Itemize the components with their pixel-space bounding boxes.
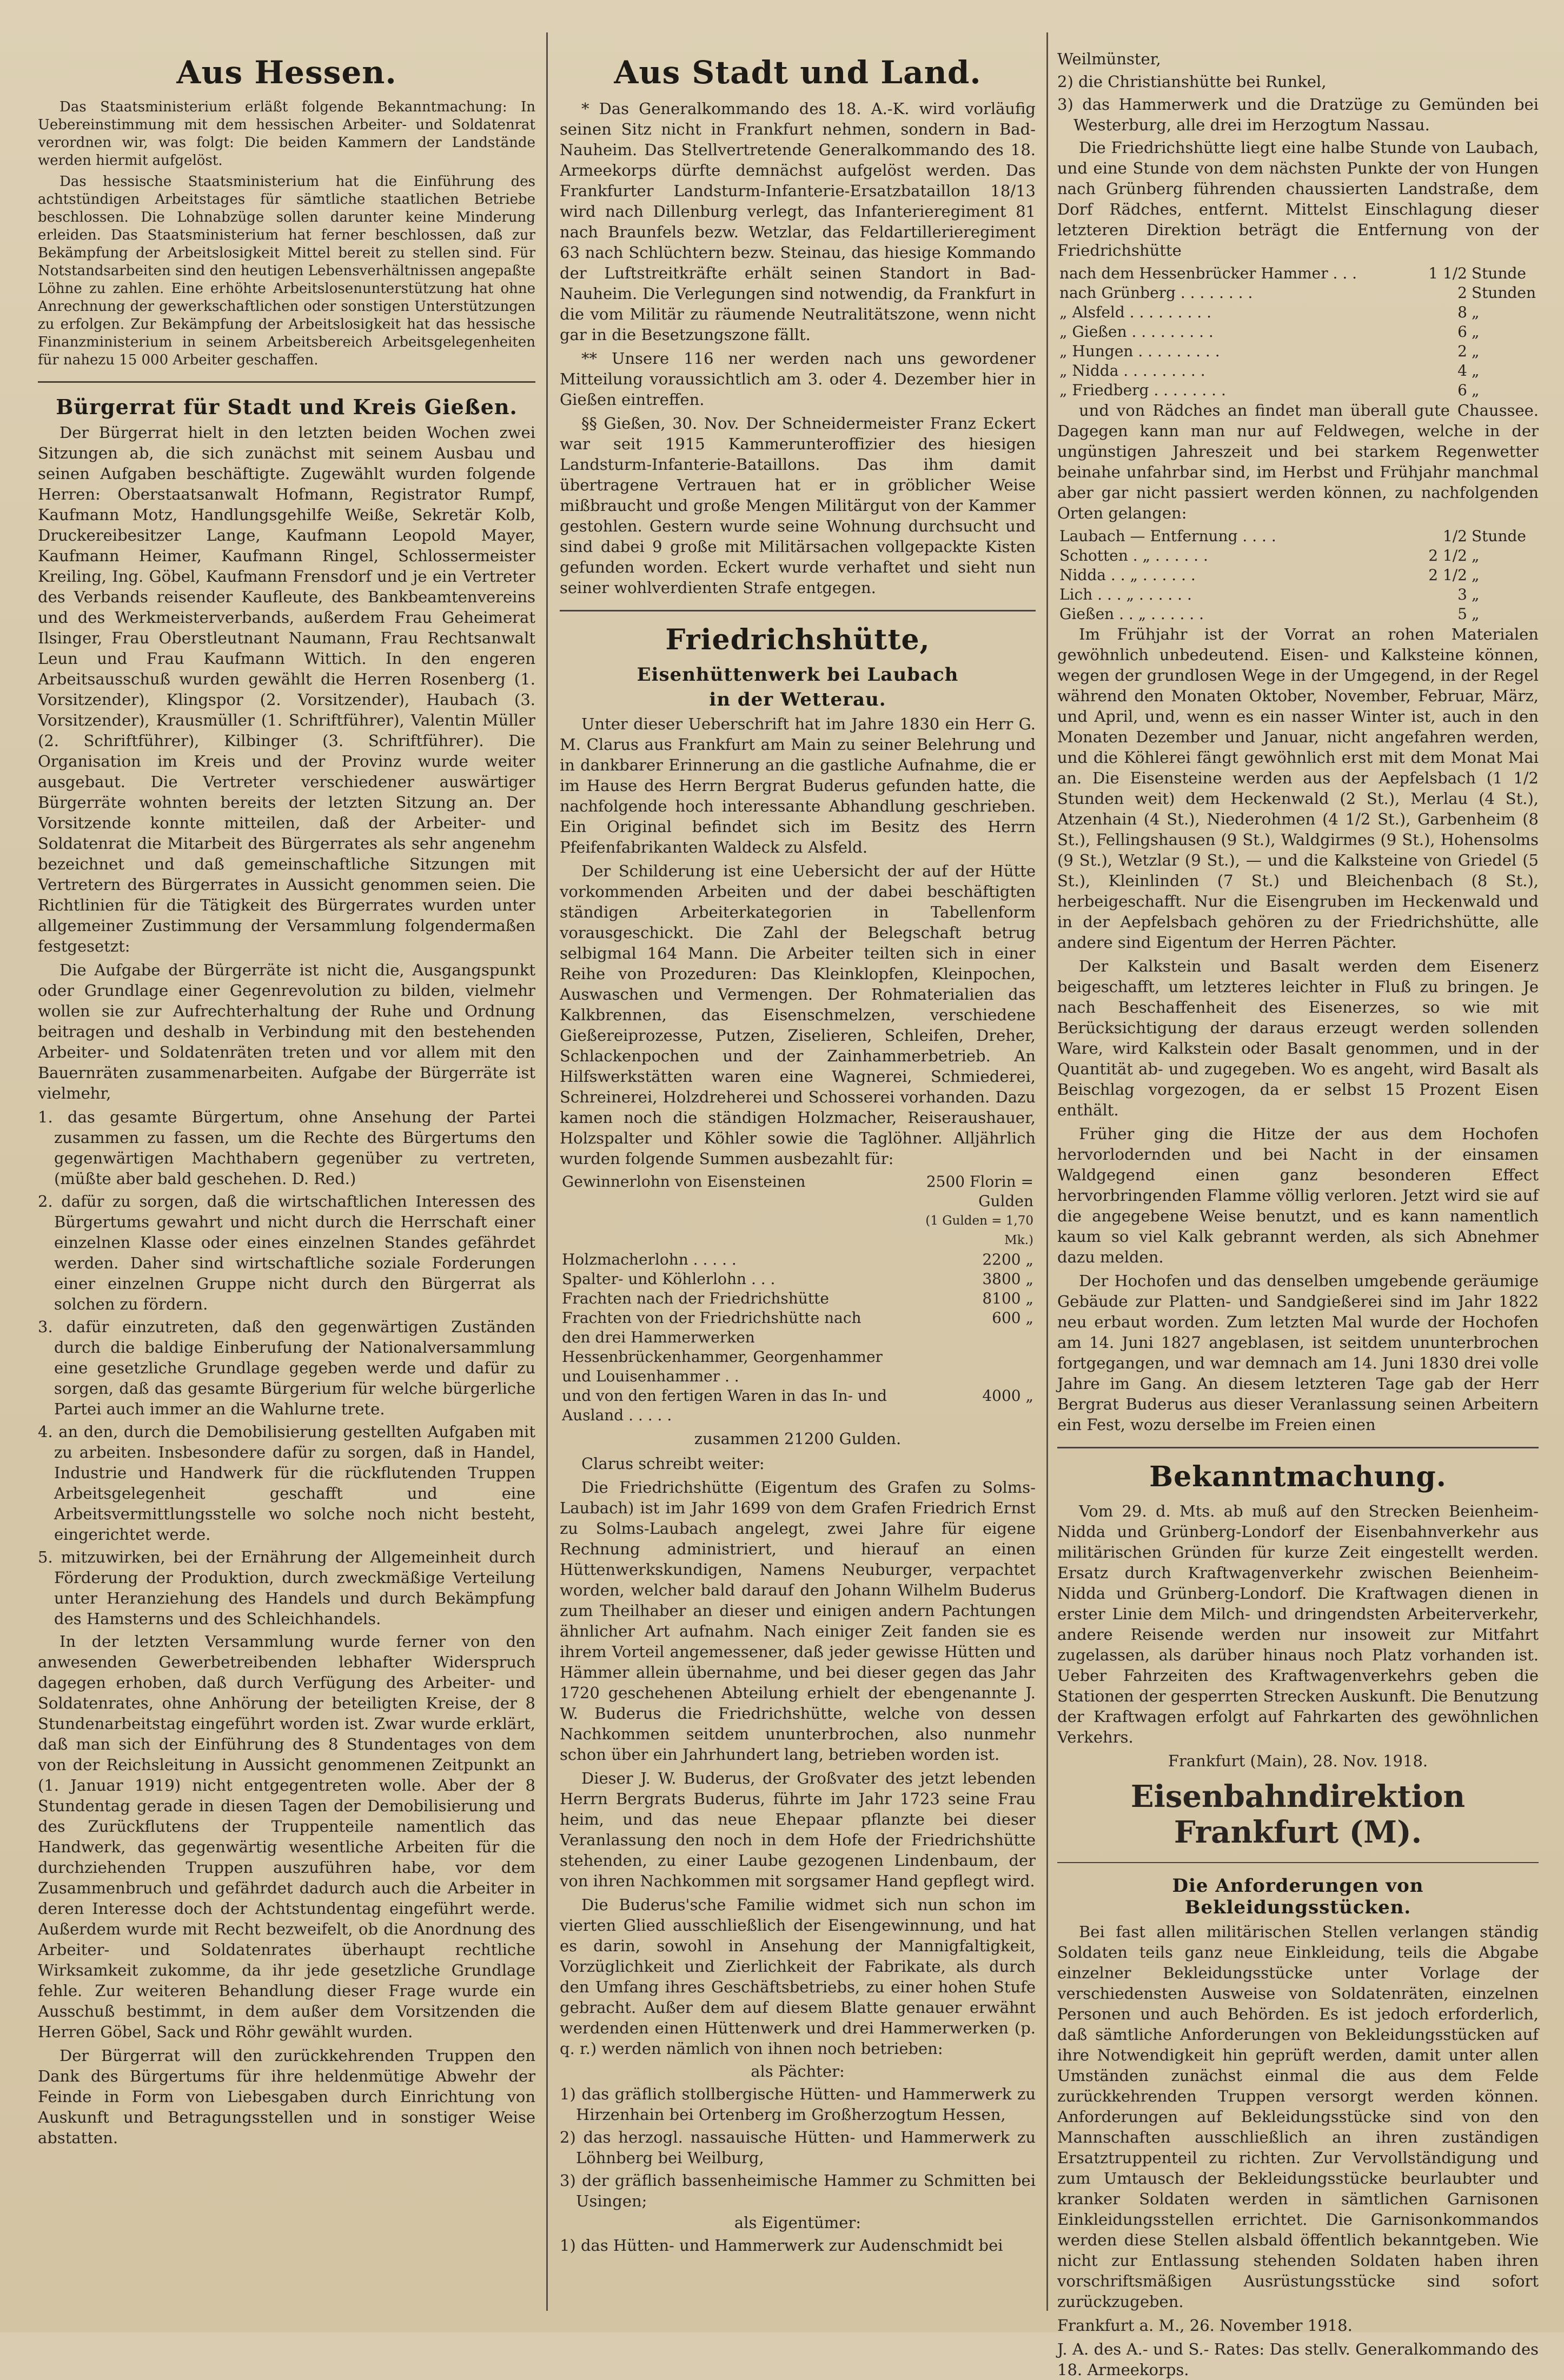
table-row — [1057, 342, 1539, 361]
stadtland-title: Aus Stadt und Land. — [614, 54, 982, 91]
distance-value: 8 — [1457, 303, 1467, 321]
table-row — [560, 1269, 1036, 1289]
friedrich-subtitle: in der Wetterau. — [709, 689, 886, 710]
bekanntmachung-signature: Eisenbahndirektion Frankfurt (M). — [1130, 1779, 1466, 1850]
buergerrat-paragraph: Der Bürgerrat hielt in den letzten beiden Wochen zwei Sitzungen ab, die sich zunächst mit seinem Ausbau und seinen Aufgaben beschäftigte. Zugewählt wurden folgende Herren: Oberstaatsanwalt Hofmann, Registrator Rumpf, Kaufmann Motz, Handlungsgehilfe Weiße, Sekretär Kolb, Druckereibesitzer Lange, Kaufmann Leopold Mayer, Kaufmann Heimer, Kaufmann Ringel, Schlossermeister Kreiling, Ing. Göbel, Kaufmann Frensdorf und je ein Vertreter des Verbands reisender Kaufleute, des Bankbeamtenvereins und des Werkmeisterverbands, außerdem Frau Geheimerat Ilsinger, Frau Oberstleutnant Naumann, Frau Rechtsanwalt Leun und Frau Kaufmann Wittich. In den engeren Arbeitsausschuß wurden gewählt die Herren Rosenberg (1. Vorsitzender), Klingspor (2. Vorsitzender), Haubach (3. Vorsitzender), Krausmüller (1. Schriftführer), Valentin Müller (2. Schriftführer), Kilbinger (3. Schriftführer). Die Organisation im Kreis und der Provinz wurde weiter ausgebaut. Die Vertreter verschiedener auswärtiger Bürgerräte wohnten bereits der letzten Sitzung an. Der Vorsitzende konnte mitteilen, daß der Arbeiter- und Soldatenrat die Mitarbeit des Bürgerrates als sehr angenehm bezeichnet und daß gemeinschaftliche Sitzungen mit Vertretern des Bürgerrates in Aussicht genommen seien. Die Richtlinien für die Tätigkeit des Bürgerrates wurden unter allgemeiner Zustimmung der Versammlung folgendermaßen festgesetzt: — [38, 423, 535, 955]
bekleidung-paragraph: Bei fast allen militärischen Stellen verlangen ständig Soldaten teils ganz neue Einkleidung, teils die Abgabe einzelner Bekleidungsstücke unter Vorlage der verschiedensten Ausweise von Soldatenräten, einzelnen Personen und auch Behörden. Es ist jedoch erforderlich, daß sämtliche Anforderungen von Bekleidungsstücken auf ihre Notwendigkeit hin geprüft werden, damit unter allen Umständen zunächst einmal die aus dem Felde zurückkehrenden Truppen versorgt werden können. Anforderungen auf Bekleidungsstücke sind von den Mannschaften ausschließlich an ihren zuständigen Ersatztruppenteil zu richten. Zur Vervollständigung und zum Umtausch der Bekleidungsstücke beurlaubter und kranker Soldaten werden in sämtlichen Garnisonen Einkleidungsstellen errichtet. Die Garnisonkommandos werden diese Stellen alsbald öffentlich bekanntgeben. Wie nicht zur Entlassung stehenden Soldaten haben ihren vorschriftsmäßigen Ausrüstungsstücke sind sofort zurückzugeben. — [1057, 1923, 1539, 2311]
eigentuemer-label: als Eigentümer: — [734, 2213, 861, 2232]
bekanntmachung-title: Bekanntmachung. — [1149, 1460, 1447, 1493]
table-row — [560, 1289, 1036, 1308]
distance-unit: „ — [1472, 381, 1480, 399]
friedrich-paragraph: Die Buderus'sche Familie widmet sich nun schon im vierten Glied ausschließlich der Eisengewinnung, und hat es darin, sowohl in Ansehung der Mannigfaltigkeit, Vorzüglichkeit und Zierlichkeit der Fabrikate, als durch den Umfang ihres Geschäftsbetriebs, zu einer hohen Stufe gebracht. Außer dem auf diesem Blatte genauer erwähnt werdenden einen Hüttenwerk und drei Hammerwerken (p. q. r.) werden nämlich von ihnen noch betrieben: — [560, 1896, 1036, 2058]
section-divider — [560, 610, 1036, 611]
hessen-paragraph: Das hessische Staatsministerium hat die Einführung des achtstündigen Arbeitstages für sämtliche staatlichen Betriebe beschlossen. Die Lohnabzüge sollen darunter keine Minderung erleiden. Das Staatsministerium hat ferner beschlossen, daß zur Bekämpfung der Arbeitslosigkeit Mittel bereit zu stellen sind. Für Notstandsarbeiten sind den heutigen Lebensverhältnissen angepaßte Löhne zu zahlen. Eine erhöhte Arbeitslosenunterstützung hat ohne Anrechnung der gewerkschaftlichen oder sonstigen Unterstützungen zu erfolgen. Zur Bekämpfung der Arbeitslosigkeit hat das hessische Finanzministerium in seinem Arbeitsbereich Arbeitsgelegenheiten für nahezu 15 000 Arbeiter geschaffen. — [38, 174, 535, 368]
table-row — [560, 1308, 1036, 1386]
distance-value: 2 1/2 — [1428, 547, 1467, 564]
bekanntmachung-dateline: Frankfurt (Main), 28. Nov. 1918. — [1168, 1752, 1428, 1770]
table-row — [1057, 303, 1539, 322]
friedrich-paragraph: Der Kalkstein und Basalt werden dem Eisenerz beigeschafft, um letzteres leichter in Fluß zu bringen. Je nach Beschaffenheit des Eisenerzes, so wie mit Berücksichtigung der daraus erzeugt werden sollenden Ware, wird Kalkstein oder Basalt genommen, und in der Quantität ab- und zugegeben. Wo es angeht, wird Basalt als Beischlag vorgezogen, da er selbst 15 Prozent Eisen enthält. — [1057, 957, 1539, 1119]
distance-value: 1/2 — [1442, 527, 1467, 545]
distance-place: Lich . . . „ . . . . . . — [1059, 586, 1192, 603]
table-row — [1057, 527, 1539, 546]
stadtland-paragraph: ** Unsere 116 ner werden nach uns gewordener Mitteilung voraussichtlich am 3. oder 4. Dezember hier in Gießen eintreffen. — [560, 349, 1036, 409]
hessen-paragraph: Das Staatsministerium erläßt folgende Bekanntmachung: In Uebereinstimmung mit dem hessischen Arbeiter- und Soldatenrat verordnen wir, was folgt: Die beiden Kammern der Landstände werden hiermit aufgelöst. — [38, 99, 535, 169]
distance-unit: „ — [1472, 566, 1480, 584]
column-divider — [546, 32, 548, 2311]
friedrich-paragraph: Clarus schreibt weiter: — [581, 1454, 765, 1473]
paechter-item: 1) das gräflich stollbergische Hütten- und Hammerwerk zu Hirzenhain bei Ortenberg im Großherzogtum Hessen, — [560, 2085, 1036, 2124]
table-row — [1057, 604, 1539, 624]
expense-note: (1 Gulden = 1,70 Mk.) — [925, 1214, 1033, 1247]
eigentuemer-item: 3) das Hammerwerk und die Dratzüge zu Gemünden bei Westerburg, alle drei im Herzogtum Nassau. — [1057, 95, 1539, 134]
column-divider — [1046, 32, 1048, 2311]
distance-table — [1057, 527, 1539, 624]
distance-unit: „ — [1472, 342, 1480, 360]
table-row — [1057, 322, 1539, 342]
distance-unit: Stunden — [1472, 284, 1536, 302]
distance-unit: Stunde — [1472, 527, 1526, 545]
buergerrat-item: 1. das gesamte Bürgertum, ohne Ansehung der Partei zusammen zu fassen, um die Rechte des Bürgertums den gegenwärtigen Machthabern gegenüber zu vertreten, (müßte aber bald geschehen. D. Red.) — [38, 1108, 535, 1188]
stadtland-paragraph: §§ Gießen, 30. Nov. Der Schneidermeister Franz Eckert war seit 1915 Kammerunteroffizier des hiesigen Landsturm-Infanterie-Bataillons. Das ihm damit übertragene Vertrauen hat er in gröblicher Weise mißbraucht und große Mengen Militärgut von der Kammer gestohlen. Gestern wurde seine Wohnung durchsucht und sind dabei 9 große mit Militärsachen vollgepackte Kisten gefunden worden. Eckert wurde verhaftet und sieht nun seiner wohlverdienten Strafe entgegen. — [560, 414, 1036, 597]
bekleidung-dateline: Frankfurt a. M., 26. November 1918. — [1057, 2316, 1353, 2335]
table-row — [1057, 585, 1539, 604]
expense-label: Gewinnerlohn von Eisensteinen — [562, 1173, 806, 1191]
expense-amount: 4000 „ — [982, 1387, 1033, 1405]
expense-amount: 3800 „ — [982, 1270, 1033, 1288]
expense-amount: 8100 „ — [982, 1289, 1033, 1307]
eigentuemer-item: Weilmünster, — [1057, 50, 1161, 68]
column-middle — [560, 49, 1036, 2300]
section-divider — [1057, 1447, 1539, 1448]
buergerrat-title: Bürgerrat für Stadt und Kreis Gießen. — [56, 395, 518, 419]
buergerrat-paragraph: Die Aufgabe der Bürgerräte ist nicht die, Ausgangspunkt oder Grundlage einer Gegenrevolution zu bilden, vielmehr wollen sie zur Aufrechterhaltung der Ruhe und Ordnung beitragen und deshalb in Verbindung mit den bestehenden Arbeiter- und Soldatenräten treten und vor allem mit den Bauernräten zusammenarbeiten. Aufgabe der Bürgerräte ist vielmehr, — [38, 961, 535, 1102]
table-row — [560, 1172, 1036, 1211]
distance-place: Nidda . . „ . . . . . . — [1059, 566, 1196, 584]
distance-value: 2 — [1457, 342, 1467, 360]
distance-place: nach dem Hessenbrücker Hammer . . . — [1059, 264, 1357, 282]
distance-place: Schotten . „ . . . . . . — [1059, 547, 1208, 564]
expense-label: Holzmacherlohn . . . . . — [562, 1251, 737, 1268]
expense-amount: 2500 Florin = Gulden — [926, 1173, 1033, 1210]
column-right — [1057, 49, 1539, 2379]
friedrich-paragraph: Der Hochofen und das denselben umgebende geräumige Gebäude zur Platten- und Sandgießerei sind im Jahr 1822 neu erbaut worden. Zum letzten Mal wurde der Hochofen am 14. Juni 1827 angeblasen, ist seitdem ununterbrochen fortgegangen, und war demnach am 14. Juni 1830 drei volle Jahre im Gang. An diesem letzteren Tage gab der Herr Bergrat Buderus aus dieser Veranlassung seinen Arbeitern ein Fest, wozu derselbe im Freien einen — [1057, 1272, 1539, 1434]
paechter-item: 3) der gräflich bassenheimische Hammer zu Schmitten bei Usingen; — [560, 2171, 1036, 2210]
distance-value: 2 1/2 — [1428, 566, 1467, 584]
expense-total: zusammen 21200 Gulden. — [694, 1430, 902, 1448]
paechter-label: als Pächter: — [751, 2062, 845, 2080]
bekleidung-title: Die Anforderungen von Bekleidungsstücken. — [1172, 1875, 1424, 1918]
section-divider — [38, 381, 535, 383]
table-row — [1057, 264, 1539, 283]
friedrich-paragraph: Der Schilderung ist eine Uebersicht der auf der Hütte vorkommenden Arbeiten und der dabei beschäftigten ständigen Arbeiterkategorien in Tabellenform vorausgeschickt. Die Zahl der Belegschaft betrug selbigmal 164 Mann. Die Arbeiter teilten sich in einer Reihe von Prozeduren: Das Kleinklopfen, Kleinpochen, Auswaschen und Vermengen. Der Rohmaterialien das Kalkbrennen, das Eisenschmelzen, verschiedene Gießereiprozesse, Putzen, Ziselieren, Schleifen, Dreher, Schlackenpochen und der Zainhammerbetrieb. An Hilfswerkstätten waren eine Wagnerei, Schmiederei, Schreinerei, Holzdreherei und Schosserei vorhanden. Dazu kamen noch die ständigen Holzmacher, Reiseraushauer, Holzspalter und Köhler sowie die Taglöhner. Alljährlich wurden folgende Summen ausbezahlt für: — [560, 862, 1036, 1168]
distance-unit: „ — [1472, 303, 1480, 321]
friedrich-paragraph: Früher ging die Hitze der aus dem Hochofen hervorlodernden und bei Nacht in der einsamen Waldgegend einen ganz besonderen Effect hervorbringenden Flamme völlig verloren. Jetzt wird sie auf die angegebene Weise benutzt, und es kann namentlich kaum so viel Kalk gebrannt werden, als sich Abnehmer dazu melden. — [1057, 1125, 1539, 1266]
distance-value: 5 — [1457, 605, 1467, 623]
table-row — [560, 1386, 1036, 1425]
eigentuemer-item: 1) das Hütten- und Hammerwerk zur Audenschmidt bei — [560, 2236, 1003, 2255]
distance-unit: „ — [1472, 547, 1480, 564]
paechter-item: 2) das herzogl. nassauische Hütten- und Hammerwerk zu Löhnberg bei Weilburg, — [560, 2128, 1036, 2167]
bekleidung-signature: J. A. des A.- und S.- Rates: Das stellv. Generalkommando des 18. Armeekorps. — [1057, 2340, 1539, 2379]
column-left — [38, 49, 535, 2300]
distance-place: nach Grünberg . . . . . . . . — [1059, 284, 1253, 302]
bekanntmachung-paragraph: Vom 29. d. Mts. ab muß auf den Strecken Beienheim-Nidda und Grünberg-Londorf der Eisenbahnverkehr aus militärischen Gründen für kurze Zeit eingestellt werden. Ersatz durch Kraftwagenverkehr zwischen Beienheim-Nidda und Grünberg-Londorf. Die Kraftwagen dienen in erster Linie dem Milch- und dringendsten Arbeiterverkehr, andere Reisende werden nur insoweit zur Mitfahrt zugelassen, als darüber hinaus noch Platz vorhanden ist. Ueber Fahrzeiten des Kraftwagenverkehrs geben die Stationen der gesperrten Strecken Auskunft. Die Benutzung der Kraftwagen erfolgt auf Fahrkarten des gewöhnlichen Verkehrs. — [1057, 1502, 1539, 1746]
distance-value: 4 — [1457, 362, 1467, 380]
buergerrat-item: 3. dafür einzutreten, daß den gegenwärtigen Zuständen durch die baldige Einberufung der Nationalversammlung eine gesetzliche Grundlage gegeben werde und dafür zu sorgen, daß das gesamte Bürgerium für welche bürgerliche Partei auch immer an die Wahlurne trete. — [38, 1318, 535, 1418]
distance-value: 2 — [1457, 284, 1467, 302]
friedrich-title: Friedrichshütte, — [665, 623, 930, 656]
expense-label: Spalter- und Köhlerlohn . . . — [562, 1270, 776, 1288]
distance-place: „ Friedberg . . . . . . . . — [1059, 381, 1226, 399]
friedrich-paragraph: und von Rädches an findet man überall gute Chaussee. Dagegen kann man nur auf Feldwegen, welche in der ungünstigen Jahreszeit und bei starkem Regenwetter beinahe unfahrbar sind, im Herbst und Frühjahr manchmal aber gar nicht passiert werden können, zu nachfolgenden Orten gelangen: — [1057, 401, 1539, 522]
buergerrat-item: 4. an den, durch die Demobilisierung gestellten Aufgaben mit zu arbeiten. Insbesondere dafür zu sorgen, daß in Handel, Industrie und Handwerk für die rückflutenden Truppen Arbeitsgelegenheit geschafft und eine Arbeitsvermittlungsstelle wo solche noch nicht besteht, eingerichtet werde. — [38, 1422, 535, 1544]
table-row — [1057, 283, 1539, 303]
friedrich-paragraph: Die Friedrichshütte liegt eine halbe Stunde von Laubach, und eine Stunde von dem nächsten Punkte der von Hungen nach Grünberg führenden chaussierten Landstraße, dem Dorf Rädches, entfernt. Mittelst Einschlagung dieser letzteren Direktion beträgt die Entfernung von der Friedrichshütte — [1057, 138, 1539, 260]
distance-table — [1057, 264, 1539, 400]
expense-amount: 2200 „ — [982, 1251, 1033, 1268]
friedrich-subtitle: Eisenhüttenwerk bei Laubach — [637, 664, 959, 686]
distance-unit: Stunde — [1472, 264, 1526, 282]
table-row — [1057, 361, 1539, 381]
distance-unit: „ — [1472, 605, 1480, 623]
distance-value: 1 1/2 — [1428, 264, 1467, 282]
distance-place: „ Nidda . . . . . . . . . — [1059, 362, 1205, 380]
hessen-title: Aus Hessen. — [176, 54, 397, 91]
buergerrat-item: 2. dafür zu sorgen, daß die wirtschaftlichen Interessen des Bürgertums gewahrt und nicht durch die Herrschaft einer einzelnen Klasse oder eines einzelnen Standes gefährdet werden. Daher sind wirtschaftliche soziale Forderungen einer einzelnen Gruppe nicht durch den Bürgerrat als solchen zu fördern. — [38, 1192, 535, 1313]
table-row — [1057, 546, 1539, 566]
table-row — [1057, 566, 1539, 585]
table-row — [560, 1211, 1036, 1250]
distance-place: „ Hungen . . . . . . . . . — [1059, 342, 1220, 360]
expense-label: und von den fertigen Waren in das In- und Ausland . . . . . — [562, 1387, 887, 1424]
distance-unit: „ — [1472, 323, 1480, 341]
distance-unit: „ — [1472, 362, 1480, 380]
eigentuemer-item: 2) die Christianshütte bei Runkel, — [1057, 72, 1327, 91]
table-row — [560, 1250, 1036, 1269]
expense-label: Frachten nach der Friedrichshütte — [562, 1289, 829, 1307]
friedrich-paragraph: Dieser J. W. Buderus, der Großvater des jetzt lebenden Herrn Bergrats Buderus, führte im Jahr 1723 seine Frau heim, und das neue Ehepaar pflanzte bei dieser Veranlassung den noch in dem Hofe der Friedrichshütte stehenden, zu einer Laube gezogenen Lindenbaum, der von ihren Nachkommen mit sorgsamer Hand gepflegt wird. — [560, 1769, 1036, 1890]
friedrich-paragraph: Unter dieser Ueberschrift hat im Jahre 1830 ein Herr G. M. Clarus aus Frankfurt am Main zu seiner Belehrung und in dankbarer Erinnerung an die gastliche Aufnahme, die er im Hause des Herrn Bergrat Buderus gefunden hatte, die nachfolgende hoch interessante Abhandlung geschrieben. Ein Original befindet sich im Besitz des Herrn Pfeifenfabrikanten Waldeck zu Alsfeld. — [560, 715, 1036, 856]
distance-place: „ Alsfeld . . . . . . . . . — [1059, 303, 1211, 321]
buergerrat-paragraph: Der Bürgerrat will den zurückkehrenden Truppen den Dank des Bürgertums für ihre heldenmütige Abwehr der Feinde in Form von Liebesgaben durch Einrichtung von Auskunft und Betragungsstellen und in sonstiger Weise abstatten. — [38, 2046, 535, 2147]
distance-place: Laubach — Entfernung . . . . — [1059, 527, 1276, 545]
section-divider — [1057, 1862, 1539, 1863]
expense-table — [560, 1172, 1036, 1425]
distance-value: 6 — [1457, 381, 1467, 399]
distance-value: 6 — [1457, 323, 1467, 341]
distance-place: Gießen . . „ . . . . . . — [1059, 605, 1204, 623]
buergerrat-paragraph: In der letzten Versammlung wurde ferner von den anwesenden Gewerbetreibenden lebhafter Widerspruch dagegen erhoben, daß durch Verfügung des Arbeiter- und Soldatenrates, ohne Anhörung der beteiligten Kreise, der 8 Stundenarbeitstag eingeführt worden ist. Zwar wurde erklärt, daß man sich der Einführung des 8 Stundentages von dem von der Reichsleitung in Aussicht genommenen Zeitpunkt an (1. Januar 1919) nicht entgegentreten wolle. Aber der 8 Stundentag gerade in diesen Tagen der Demobilisierung und des Zurückflutens der Truppenteile namentlich das Handwerk, das gegenwärtig wesentliche Arbeiten für die durchziehenden Truppen auszuführen habe, vor dem Zusammenbruch und gefährdet dadurch auch die Arbeiter in deren Interesse doch der Achtstundentag eingeführt werde. Außerdem wurde mit Recht bezweifelt, ob die Anordnung des Arbeiter- und Soldatenrates überhaupt rechtliche Wirksamkeit zukomme, da ihr jede gesetzliche Grundlage fehle. Zur weiteren Behandlung dieser Frage wurde ein Ausschuß bestimmt, in dem außer dem Vorsitzenden die Herren Göbel, Sack und Röhr gewählt wurden. — [38, 1632, 535, 2041]
distance-value: 3 — [1457, 586, 1467, 603]
distance-place: „ Gießen . . . . . . . . . — [1059, 323, 1214, 341]
friedrich-paragraph: Die Friedrichshütte (Eigentum des Grafen zu Solms-Laubach) ist im Jahr 1699 von dem Grafen Friedrich Ernst zu Solms-Laubach angelegt, zwei Jahre für eigene Rechnung administriert, und hierauf an einen Hüttenwerkskundigen, Namens Neuburger, verpachtet worden, welcher bald darauf den Johann Wilhelm Buderus zum Theilhaber an dieser und einigen andern Pachtungen ähnlicher Art aufnahm. Nach einiger Zeit fanden sie es ihrem Vorteil angemessener, daß jeder gewisse Hütten und Hämmer allein übernahme, und bei dieser gegen das Jahr 1720 geschehenen Abteilung erhielt der ebengenannte J. W. Buderus die Friedrichshütte, welche von dessen Nachkommen seitdem ununterbrochen, also nunmehr schon über ein Jahrhundert lang, betrieben worden ist. — [560, 1478, 1036, 1764]
buergerrat-item: 5. mitzuwirken, bei der Ernährung der Allgemeinheit durch Förderung der Produktion, durch zweckmäßige Verteilung unter Heranziehung des Handels und durch Bekämpfung des Hamsterns und des Schleichhandels. — [38, 1548, 535, 1628]
expense-amount: 600 „ — [992, 1309, 1033, 1327]
expense-label: Frachten von der Friedrichshütte nach den drei Hammerwerken Hessenbrückenhammer, Georgenhammer und Louisenhammer . . — [562, 1309, 883, 1385]
friedrich-paragraph: Im Frühjahr ist der Vorrat an rohen Materialen gewöhnlich unbedeutend. Eisen- und Kalksteine können, wegen der grundlosen Wege in der Umgegend, in der Regel während den Monaten Oktober, November, Februar, März, und April, und, wenn es ein nasser Winter ist, auch in den Monaten Dezember und Januar, nicht angefahren werden, und die Köhlerei fängt gewöhnlich erst mit dem Monat Mai an. Die Eisensteine werden aus der Aepfelsbach (1 1/2 Stunden weit) dem Heckenwald (2 St.), Merlau (4 St.), Atzenhain (4 St.), Niederohmen (4 1/2 St.), Garbenheim (8 St.), Fellingshausen (9 St.), Waldgirmes (9 St.), Hohensolms (9 St.), Wetzlar (9 St.), — und die Kalksteine von Griedel (5 St.), Kleinlinden (7 St.) und Bleichenbach (8 St.), herbeigeschafft. Nur die Eisengruben im Heckenwald und in der Aepfelsbach gehören zu der Friedrichshütte, alle andere sind Eigentum der Herren Pächter. — [1057, 625, 1539, 952]
distance-unit: „ — [1472, 586, 1480, 603]
stadtland-paragraph: * Das Generalkommando des 18. A.-K. wird vorläufig seinen Sitz nicht in Frankfurt nehmen, sondern in Bad-Nauheim. Das Stellvertretende Generalkommando des 18. Armeekorps dürfte demnächst aufgelöst werden. Das Frankfurter Landsturm-Infanterie-Ersatzbataillon 18/13 wird nach Dillenburg verlegt, das Infanterieregiment 81 nach Braunfels bezw. Wetzlar, das Feldartillerieregiment 63 nach Schlüchtern bezw. Steinau, das hiesige Kommando der Luftstreitkräfte erhält seinen Standort in Bad-Nauheim. Die Verlegungen sind notwendig, da Frankfurt in die vom Militär zu räumende Neutralitätszone, wenn nicht gar in die Besetzungszone fällt. — [560, 99, 1036, 344]
table-row — [1057, 381, 1539, 400]
